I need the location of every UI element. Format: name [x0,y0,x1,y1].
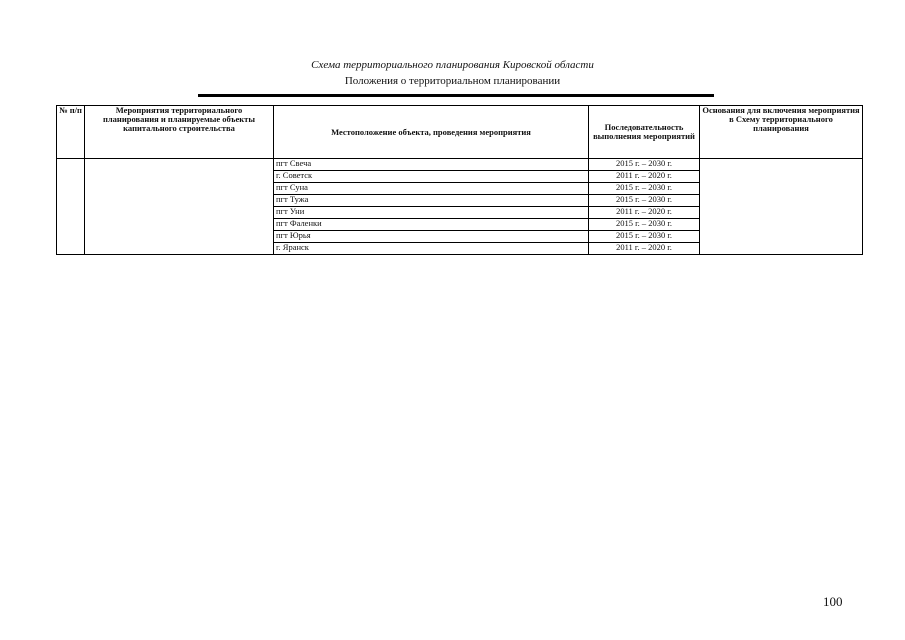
cell-measures [85,159,274,255]
cell-period: 2015 г. – 2030 г. [589,195,700,207]
cell-location: пгт Суна [274,183,589,195]
cell-period: 2015 г. – 2030 г. [589,183,700,195]
column-header-sequence: Последовательность выполнения мероприятий [589,106,700,159]
page-number: 100 [823,594,843,609]
cell-location: пгт Фаленки [274,219,589,231]
table-row [57,159,863,171]
document-subtitle: Положения о территориальном планировании [344,75,561,87]
cell-period: 2011 г. – 2020 г. [589,171,700,183]
cell-period: 2011 г. – 2020 г. [589,207,700,219]
cell-location: пгт Свеча [274,159,589,171]
cell-location: пгт Тужа [274,195,589,207]
cell-location: пгт Юрья [274,231,589,243]
column-header-location: Местоположение объекта, проведения мероприятия [274,106,589,159]
table-header-row [57,106,863,159]
cell-period: 2015 г. – 2030 г. [589,231,700,243]
column-header-number: № п/п [57,106,85,159]
cell-period: 2015 г. – 2030 г. [589,159,700,171]
cell-location: г. Яранск [274,243,589,255]
cell-number [57,159,85,255]
cell-location: пгт Уни [274,207,589,219]
column-header-grounds: Основания для включения мероприятия в Схему территориального планирования [700,106,863,159]
document-title: Схема территориального планирования Кировской области [311,59,594,71]
cell-period: 2015 г. – 2030 г. [589,219,700,231]
cell-period: 2011 г. – 2020 г. [589,243,700,255]
cell-grounds [700,159,863,255]
cell-location: г. Советск [274,171,589,183]
measures-table [56,105,863,255]
column-header-measures: Мероприятия территориального планирования и планируемые объекты капитального строительства [85,106,274,159]
header-rule [198,94,714,97]
